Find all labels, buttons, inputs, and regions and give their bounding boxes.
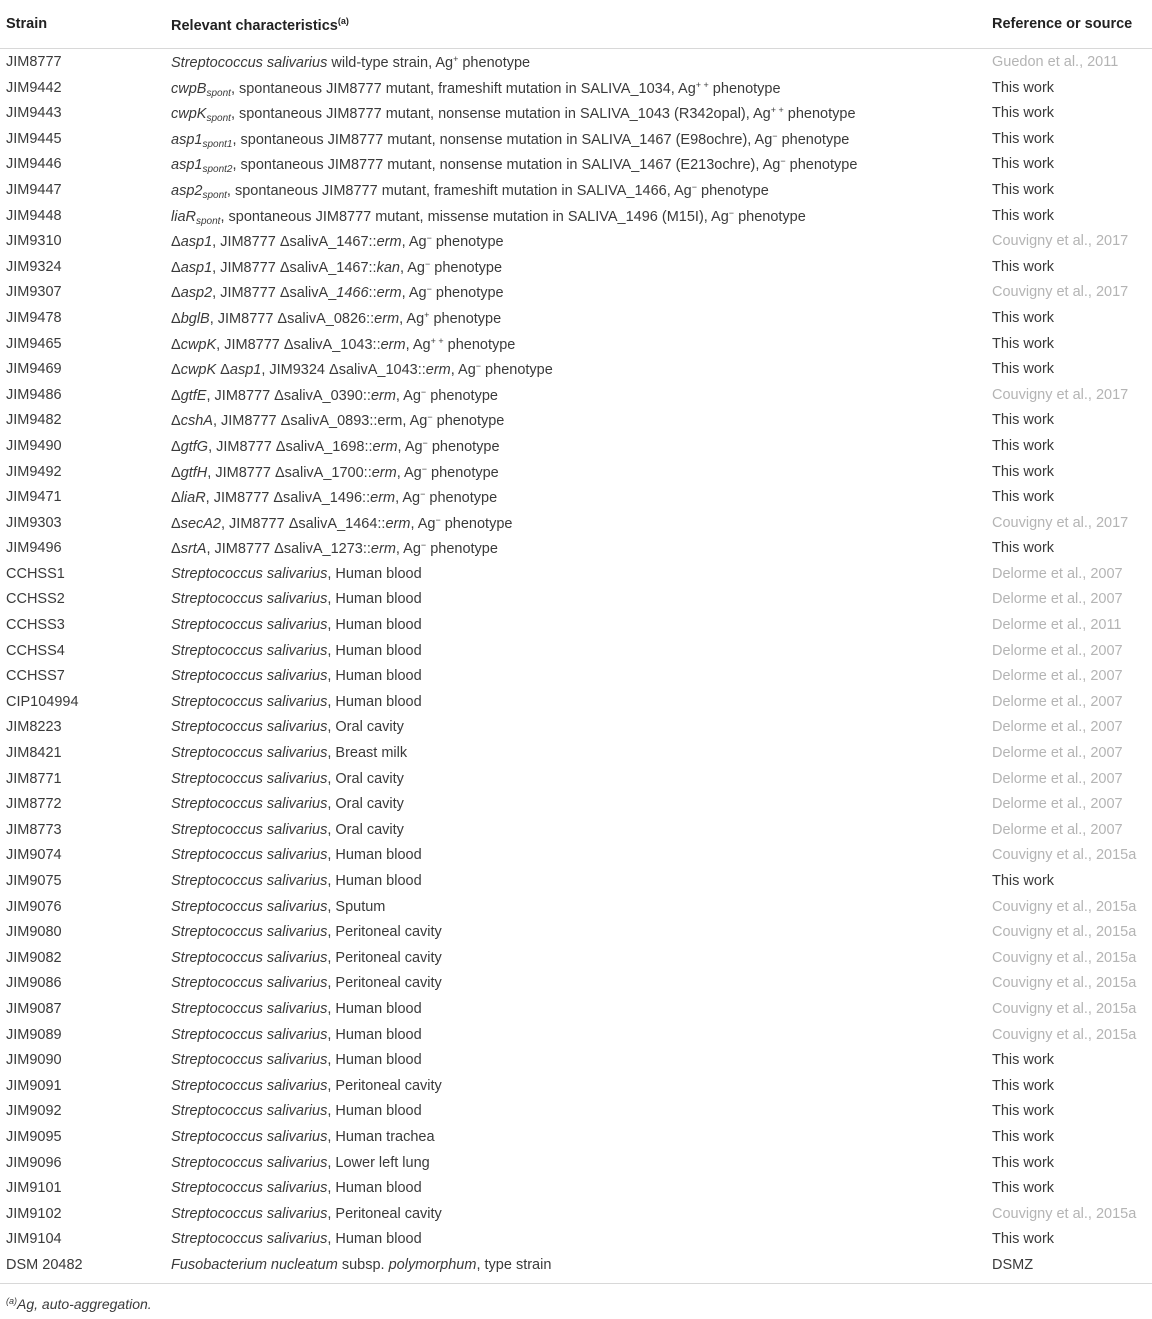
characteristics-cell: Streptococcus salivarius, Peritoneal cavity [171,924,442,941]
strain-cell: JIM9089 [6,1026,62,1043]
table-row [0,305,1152,331]
characteristics-cell: ΔcwpK, JIM8777 ΔsalivA_1043::erm, Ag+ + phenotype [171,335,516,353]
table-row [0,49,1152,75]
reference-cell: Couvigny et al., 2017 [992,386,1129,403]
reference-cell: Delorme et al., 2007 [992,668,1123,685]
reference-cell: This work [992,463,1055,480]
reference-cell: This work [992,412,1055,429]
characteristics-cell: Streptococcus salivarius, Peritoneal cavity [171,1205,442,1222]
strain-cell: JIM8777 [6,54,62,70]
reference-cell: This work [992,873,1055,889]
characteristics-cell: Δasp2, JIM8777 ΔsalivA_1466::erm, Ag− phenotype [171,284,504,302]
table-header [0,0,1152,49]
table-row [0,1226,1152,1252]
strain-cell: JIM9324 [6,258,62,275]
reference-cell: This work [992,1180,1055,1197]
characteristics-cell: liaR$_{spont}$, spontaneous JIM8777 mutant, missense mutation in SALIVA_1496 (M15I), Ag− phenotype [171,207,806,227]
characteristics-cell: Streptococcus salivarius wild-type strain, Ag+ phenotype [171,54,531,71]
reference-cell: Delorme et al., 2007 [992,745,1123,762]
strain-cell: JIM8223 [6,719,62,736]
table-row [0,1124,1152,1150]
strain-cell: JIM9486 [6,386,62,403]
characteristics-cell: Streptococcus salivarius, Human blood [171,847,422,864]
reference-cell: Couvigny et al., 2015a [992,898,1137,915]
strain-cell: JIM9080 [6,924,62,941]
strain-cell: JIM9082 [6,949,62,966]
characteristics-cell: Streptococcus salivarius, Human trachea [171,1128,435,1145]
strain-cell: JIM9446 [6,156,62,173]
characteristics-cell: $asp1_{spont2}$, spontaneous JIM8777 mutant, nonsense mutation in SALIVA_1467 (E213ochre), Ag− phenotype [171,156,858,176]
characteristics-cell: Streptococcus salivarius, Sputum [171,898,386,915]
reference-cell: This work [992,1052,1055,1069]
table-row [0,75,1152,101]
characteristics-cell: Streptococcus salivarius, Human blood [171,642,422,659]
reference-cell: Guedon et al., 2011 [992,54,1119,70]
strain-cell: JIM8421 [6,745,62,762]
reference-cell: Delorme et al., 2007 [992,719,1123,736]
table-row [0,561,1152,587]
table-row [0,970,1152,996]
strain-cell: CCHSS4 [6,642,65,659]
strain-cell: JIM9442 [6,79,62,96]
table-body [0,49,1152,1278]
strain-cell: JIM9490 [6,437,62,454]
table-row [0,484,1152,510]
header-characteristics [171,16,349,34]
table-row [0,100,1152,126]
table-row [0,407,1152,433]
strain-cell: CCHSS3 [6,617,65,634]
characteristics-cell: Streptococcus salivarius, Peritoneal cavity [171,1077,442,1094]
characteristics-cell: Streptococcus salivarius, Human blood [171,693,422,710]
strain-cell: CIP104994 [6,693,79,710]
reference-cell: Delorme et al., 2007 [992,565,1123,582]
strain-cell: JIM9102 [6,1205,62,1222]
reference-cell: Delorme et al., 2007 [992,796,1123,813]
characteristics-cell: Streptococcus salivarius, Human blood [171,668,422,685]
table-row [0,1175,1152,1201]
strain-cell: JIM9496 [6,540,62,557]
characteristics-cell: Δasp1, JIM8777 ΔsalivA_1467::erm, Ag− phenotype [171,233,504,251]
table-row [0,433,1152,459]
strain-cell: JIM9307 [6,284,62,301]
strain-cell: JIM9074 [6,847,62,864]
reference-cell: This work [992,156,1055,173]
characteristics-cell: Streptococcus salivarius, Human blood [171,1000,422,1017]
table-row [0,228,1152,254]
header-strain: Strain [6,16,48,32]
strain-cell: JIM9090 [6,1052,62,1069]
reference-cell: Delorme et al., 2007 [992,642,1123,659]
table-row [0,1073,1152,1099]
reference-cell: Delorme et al., 2007 [992,770,1123,787]
characteristics-cell: Streptococcus salivarius, Human blood [171,1180,422,1197]
table-row [0,254,1152,280]
table-row [0,791,1152,817]
characteristics-cell: ΔgtfE, JIM8777 ΔsalivA_0390::erm, Ag− phenotype [171,386,498,404]
reference-cell: This work [992,1154,1055,1171]
characteristics-cell: cwpK$_{spont}$, spontaneous JIM8777 mutant, nonsense mutation in SALIVA_1043 (R342opal), Ag+ + phenotype [171,105,856,125]
reference-cell: Couvigny et al., 2015a [992,847,1137,864]
reference-cell: Delorme et al., 2007 [992,693,1123,710]
characteristics-cell: $asp2_{spont}$, spontaneous JIM8777 mutant, frameshift mutation in SALIVA_1466, Ag− phenotype [171,181,769,201]
strain-cell: JIM9469 [6,361,62,378]
table-row [0,126,1152,152]
table-row [0,766,1152,792]
characteristics-cell: Streptococcus salivarius, Peritoneal cavity [171,975,442,992]
footnote-marker: (a) [6,1296,17,1306]
table-row [0,1047,1152,1073]
reference-cell: This work [992,361,1055,378]
table-row [0,1252,1152,1278]
reference-cell: Couvigny et al., 2015a [992,924,1137,941]
characteristics-cell: Streptococcus salivarius, Human blood [171,617,422,634]
table-row [0,612,1152,638]
characteristics-cell: cwpB$_{spont}$, spontaneous JIM8777 mutant, frameshift mutation in SALIVA_1034, Ag+ + phenotype [171,79,781,99]
characteristics-cell: Streptococcus salivarius, Lower left lung [171,1154,430,1171]
table-row [0,1201,1152,1227]
table-row [0,638,1152,664]
strain-cell: JIM9096 [6,1154,62,1171]
table-bottom-rule [0,1283,1152,1284]
strain-cell: CCHSS2 [6,591,65,608]
reference-cell: This work [992,1077,1055,1094]
reference-cell: This work [992,540,1055,557]
strain-cell: DSM 20482 [6,1256,83,1273]
table-row [0,356,1152,382]
reference-cell: Couvigny et al., 2015a [992,975,1137,992]
characteristics-cell: Streptococcus salivarius, Oral cavity [171,821,404,838]
table-row [0,714,1152,740]
reference-cell: This work [992,207,1055,224]
strain-cell: CCHSS7 [6,668,65,685]
characteristics-cell: Streptococcus salivarius, Peritoneal cavity [171,949,442,966]
characteristics-cell: Streptococcus salivarius, Human blood [171,1026,422,1043]
table-row [0,740,1152,766]
strain-cell: JIM9303 [6,514,62,531]
strain-cell: JIM9104 [6,1231,62,1248]
table-row [0,510,1152,536]
characteristics-cell: Δasp1, JIM8777 ΔsalivA_1467::kan, Ag− phenotype [171,258,503,276]
strain-cell: JIM9095 [6,1128,62,1145]
table-row [0,842,1152,868]
footnote-text: Ag, auto-aggregation. [17,1296,152,1312]
strain-cell: CCHSS1 [6,565,65,582]
characteristics-cell: Streptococcus salivarius, Human blood [171,1231,422,1248]
header-characteristics-label: Relevant characteristics [171,17,338,34]
table-row [0,1022,1152,1048]
reference-cell: Delorme et al., 2011 [992,617,1122,634]
reference-cell: This work [992,489,1055,506]
characteristics-cell: Streptococcus salivarius, Oral cavity [171,796,404,813]
strain-cell: JIM9075 [6,873,62,889]
table-row [0,177,1152,203]
header-reference: Reference or source [992,16,1133,32]
table-row [0,459,1152,485]
table-row [0,919,1152,945]
header-footnote-marker: (a) [337,16,349,26]
reference-cell: This work [992,1128,1055,1145]
characteristics-cell: ΔcshA, JIM8777 ΔsalivA_0893::erm, Ag− phenotype [171,412,505,430]
table-row [0,663,1152,689]
characteristics-cell: ΔbglB, JIM8777 ΔsalivA_0826::erm, Ag+ phenotype [171,309,502,327]
reference-cell: Couvigny et al., 2017 [992,284,1129,301]
strain-cell: JIM9101 [6,1180,62,1197]
reference-cell: Couvigny et al., 2017 [992,514,1129,531]
table-row [0,586,1152,612]
reference-cell: This work [992,1103,1055,1120]
strain-cell: JIM9482 [6,412,62,429]
reference-cell: Couvigny et al., 2015a [992,949,1137,966]
table-row [0,279,1152,305]
strain-cell: JIM9092 [6,1103,62,1120]
characteristics-cell: Streptococcus salivarius, Human blood [171,1103,422,1120]
reference-cell: This work [992,130,1055,147]
characteristics-cell: Streptococcus salivarius, Human blood [171,1052,422,1069]
table-row [0,945,1152,971]
reference-cell: Couvigny et al., 2015a [992,1000,1137,1017]
reference-cell: This work [992,79,1055,96]
strain-cell: JIM9087 [6,1000,62,1017]
strain-cell: JIM9091 [6,1077,62,1094]
strain-cell: JIM9465 [6,335,62,352]
characteristics-cell: ΔgtfG, JIM8777 ΔsalivA_1698::erm, Ag− phenotype [171,437,500,455]
characteristics-cell: Streptococcus salivarius, Oral cavity [171,719,404,736]
strain-cell: JIM9492 [6,463,62,480]
strain-cell: JIM9471 [6,489,62,506]
table-row [0,894,1152,920]
reference-cell: Couvigny et al., 2015a [992,1026,1137,1043]
characteristics-cell: Streptococcus salivarius, Breast milk [171,745,408,762]
characteristics-cell: Streptococcus salivarius, Human blood [171,873,422,889]
characteristics-cell: Streptococcus salivarius, Oral cavity [171,770,404,787]
strain-cell: JIM8772 [6,796,62,813]
strain-cell: JIM9445 [6,130,62,147]
reference-cell: Delorme et al., 2007 [992,591,1123,608]
reference-cell: This work [992,181,1055,198]
reference-cell: This work [992,105,1055,122]
strain-cell: JIM8771 [6,770,62,787]
reference-cell: Delorme et al., 2007 [992,821,1123,838]
reference-cell: Couvigny et al., 2017 [992,233,1129,250]
reference-cell: This work [992,1231,1055,1248]
table-row [0,1150,1152,1176]
strain-cell: JIM9310 [6,233,62,250]
characteristics-cell: Fusobacterium nucleatum subsp. polymorphum, type strain [171,1256,552,1273]
strain-cell: JIM9447 [6,181,62,198]
reference-cell: This work [992,335,1055,352]
characteristics-cell: Streptococcus salivarius, Human blood [171,565,422,582]
strain-cell: JIM9076 [6,898,62,915]
reference-cell: This work [992,437,1055,454]
characteristics-cell: ΔgtfH, JIM8777 ΔsalivA_1700::erm, Ag− phenotype [171,463,499,481]
table-row [0,817,1152,843]
table-row [0,868,1152,894]
table-row [0,996,1152,1022]
strain-cell: JIM9448 [6,207,62,224]
characteristics-cell: $asp1_{spont1}$, spontaneous JIM8777 mutant, nonsense mutation in SALIVA_1467 (E98ochre), Ag− phenotype [171,130,850,150]
reference-cell: This work [992,258,1055,275]
table-row [0,535,1152,561]
reference-cell: DSMZ [992,1256,1034,1273]
strain-cell: JIM9478 [6,309,62,326]
table-row [0,151,1152,177]
characteristics-cell: Streptococcus salivarius, Human blood [171,591,422,608]
table-footnote [6,1296,152,1312]
strain-cell: JIM8773 [6,821,62,838]
characteristics-cell: ΔcwpK Δasp1, JIM9324 ΔsalivA_1043::erm, Ag− phenotype [171,361,553,379]
strain-cell: JIM9086 [6,975,62,992]
table-row [0,203,1152,229]
table-row [0,382,1152,408]
table-row [0,331,1152,357]
characteristics-cell: ΔliaR, JIM8777 ΔsalivA_1496::erm, Ag− phenotype [171,489,498,507]
characteristics-cell: ΔsrtA, JIM8777 ΔsalivA_1273::erm, Ag− phenotype [171,540,498,558]
table-row [0,689,1152,715]
characteristics-cell: ΔsecA2, JIM8777 ΔsalivA_1464::erm, Ag− phenotype [171,514,513,532]
table-row [0,1098,1152,1124]
strain-cell: JIM9443 [6,105,62,122]
reference-cell: This work [992,309,1055,326]
reference-cell: Couvigny et al., 2015a [992,1205,1137,1222]
